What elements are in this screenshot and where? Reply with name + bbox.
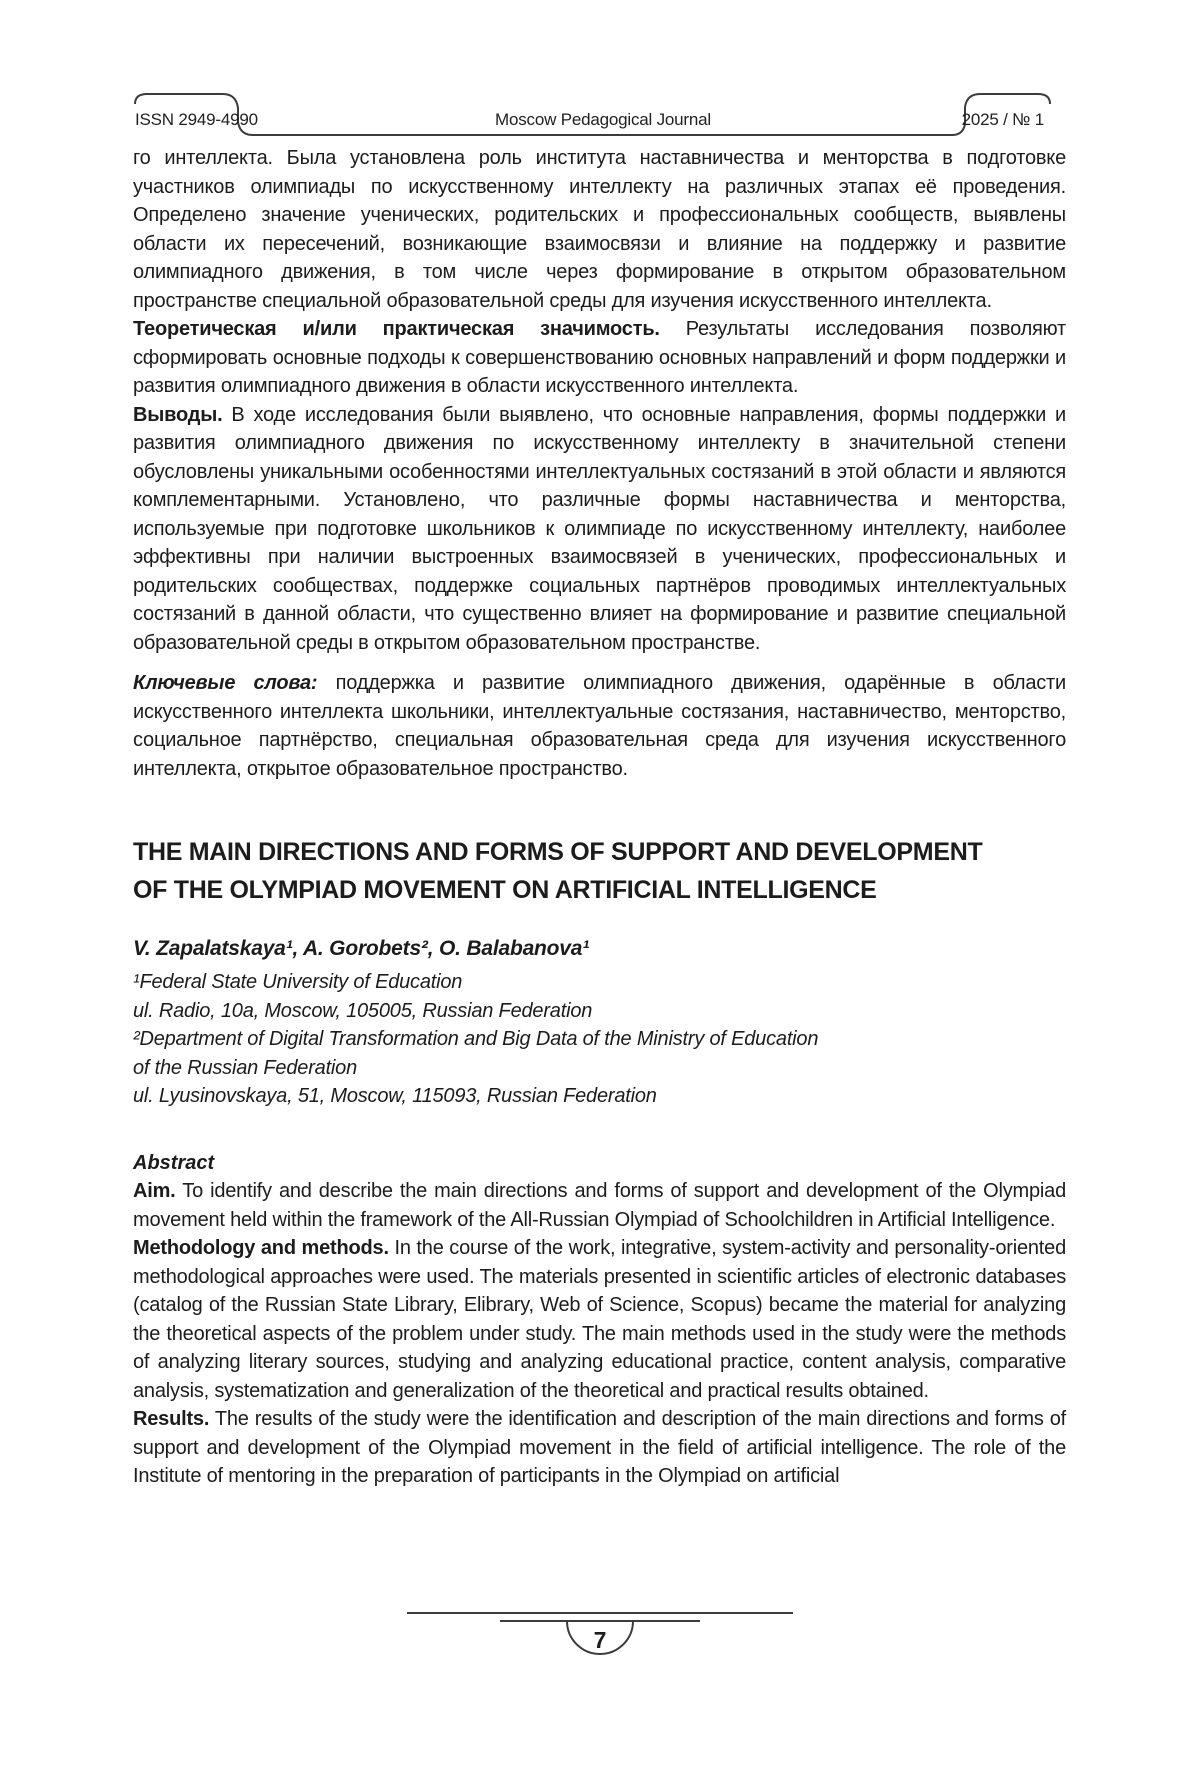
article-content — [133, 144, 1066, 1491]
abstract-paragraph-en — [133, 1177, 1066, 1234]
paragraph-lead: Aim. — [133, 1180, 176, 1202]
affiliation-line: ul. Lyusinovskaya, 51, Moscow, 115093, Russian Federation — [133, 1085, 657, 1107]
title-line: THE MAIN DIRECTIONS AND FORMS OF SUPPORT AND DEVELOPMENT — [133, 838, 983, 866]
paragraph-text: В ходе исследования были выявлено, что основные направления, формы поддержки и развития олимпиадного движения по искусственному интеллекту в значительной степени обусловлены уникальными особенностями интеллектуальных состязаний в этой области и являются комплементарными. Установлено, что различные формы наставничества и менторства, используемые при подготовке школьников к олимпиаде по искусственному интеллекту, наиболее эффективны при наличии выстроенных взаимосвязей в ученических, профессиональных и родительских сообществах, поддержке социальных партнёров проводимых интеллектуальных состязаний в данной области, что существенно влияет на формирование и развитие специальной образовательной среды в открытом образовательном пространстве. — [133, 403, 1066, 654]
issue-label: 2025 / № 1 — [961, 110, 1044, 129]
page-number: 7 — [593, 1627, 607, 1653]
abstract-heading: Abstract — [133, 1151, 215, 1174]
page-title — [133, 833, 1066, 909]
paragraph-lead: Results. — [133, 1408, 210, 1430]
footer-rule-icon — [405, 1608, 795, 1670]
affiliation-line: ul. Radio, 10a, Moscow, 105005, Russian Federation — [133, 999, 593, 1022]
page-footer — [0, 1608, 1200, 1670]
affiliation-line: of the Russian Federation — [133, 1056, 358, 1079]
affiliation-line: ¹Federal State University of Education — [133, 971, 463, 993]
issn-label: ISSN 2949-4990 — [135, 110, 258, 129]
journal-header — [133, 84, 1052, 140]
authors-line: V. Zapalatskaya¹, A. Gorobets², O. Balabanova¹ — [133, 937, 590, 960]
abstract-paragraph-en — [133, 1405, 1066, 1491]
abstract-paragraph-ru — [133, 144, 1066, 315]
keywords-lead: Ключевые слова: — [133, 672, 318, 694]
title-line: OF THE OLYMPIAD MOVEMENT ON ARTIFICIAL INTELLIGENCE — [133, 876, 877, 904]
journal-title: Moscow Pedagogical Journal — [495, 110, 711, 129]
abstract-paragraph-en — [133, 1234, 1066, 1405]
paragraph-lead: Methodology and methods. — [133, 1237, 389, 1259]
paragraph-text: To identify and describe the main directions and forms of support and development of the Olympiad movement held within the framework of the All-Russian Olympiad of Schoolchildren in Artificial Intelligence. — [133, 1180, 1066, 1231]
keywords-paragraph — [133, 669, 1066, 783]
keywords-text: поддержка и развитие олимпиадного движения, одарённые в области искусственного интеллекта школьники, интеллектуальные состязания, наставничество, менторство, социальное партнёрство, специальная образовательная среда для изучения искусственного интеллекта, открытое образовательное пространство. — [133, 672, 1066, 780]
affiliation-line: ²Department of Digital Transformation and Big Data of the Ministry of Education — [133, 1028, 819, 1050]
paragraph-lead: Теоретическая и/или практическая значимость. — [133, 318, 660, 340]
paragraph-text: Результаты исследования позволяют сформировать основные подходы к совершенствованию основных направлений и форм поддержки и развития олимпиадного движения в области искусственного интеллекта. — [133, 318, 1066, 397]
abstract-paragraph-ru — [133, 401, 1066, 658]
paragraph-text: The results of the study were the identification and description of the main directions and forms of support and development of the Olympiad movement in the field of artificial intelligence. The role of the Institute of mentoring in the preparation of participants in the Olympiad on artificial — [133, 1408, 1066, 1487]
paragraph-lead: Выводы. — [133, 403, 223, 426]
affiliations-block — [133, 968, 1066, 1111]
paragraph-text: го интеллекта. Была установлена роль института наставничества и менторства в подготовке участников олимпиады по искусственному интеллекту на различных этапах её проведения. Определено значение ученических, родительских и профессиональных сообществ, выявлены области их пересечений, возникающие взаимосвязи и влияние на поддержку и развитие олимпиадного движения, в том числе через формирование в открытом образовательном пространстве специальной образовательной среды для изучения искусственного интеллекта. — [133, 147, 1066, 312]
paragraph-text: In the course of the work, integrative, system-activity and personality-oriented methodological approaches were used. The materials presented in scientific articles of electronic databases (catalog of the Russian State Library, Elibrary, Web of Science, Scopus) became the material for analyzing the theoretical aspects of the problem under study. The main methods used in the study were the methods of analyzing literary sources, studying and analyzing educational practice, content analysis, comparative analysis, systematization and generalization of the theoretical and practical results obtained. — [133, 1237, 1066, 1402]
abstract-paragraph-ru — [133, 315, 1066, 401]
